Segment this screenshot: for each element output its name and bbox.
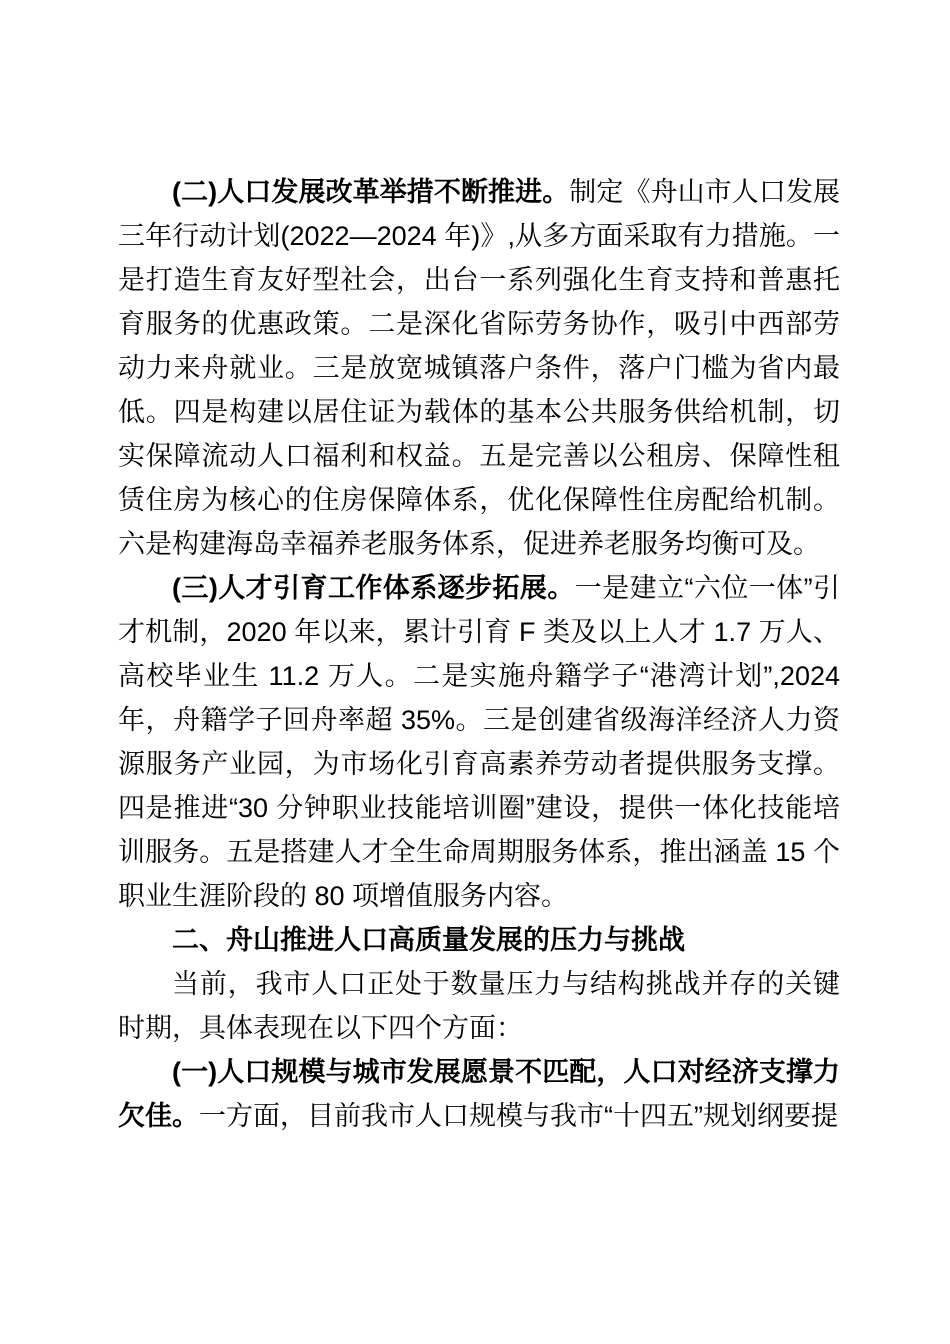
paragraph-lead: (三)人才引育工作体系逐步拓展。 bbox=[172, 573, 575, 603]
paragraph-text: 当前，我市人口正处于数量压力与结构挑战并存的关键时期，具体表现在以下四个方面： bbox=[118, 969, 840, 1043]
paragraph-text: 一方面，目前我市人口规模与我市“十四五”规划纲要提 bbox=[199, 1101, 838, 1131]
section-heading: 二、舟山推进人口高质量发展的压力与挑战 bbox=[172, 925, 685, 955]
paragraph-lead: (二)人口发展改革举措不断推进。 bbox=[172, 177, 570, 207]
paragraph bbox=[118, 566, 840, 918]
paragraph-text: 制定《舟山市人口发展三年行动计划(2022—2024 年)》,从多方面采取有力措施。一是打造生育友好型社会，出台一系列强化生育支持和普惠托育服务的优惠政策。二是深化省际劳务协作，吸引中西部劳动力来舟就业。三是放宽城镇落户条件，落户门槛为省内最低。四是构建以居住证为载体的基本公共服务供给机制，切实保障流动人口福利和权益。五是完善以公租房、保障性租赁住房为核心的住房保障体系，优化保障性住房配给机制。六是构建海岛幸福养老服务体系，促进养老服务均衡可及。 bbox=[118, 177, 841, 559]
paragraph bbox=[118, 170, 840, 566]
paragraph-text: 一是建立“六位一体”引才机制，2020 年以来，累计引育 F 类及以上人才 1.7 万人、高校毕业生 11.2 万人。二是实施舟籍学子“港湾计划”,2024 年，舟籍学子回舟率超 35%。三是创建省级海洋经济人力资源服务产业园，为市场化引育高素养劳动者提供服务支撑。四是推进“30 分钟职业技能培训圈”建设，提供一体化技能培训服务。五是搭建人才全生命周期服务体系，推出涵盖 15 个职业生涯阶段的 80 项增值服务内容。 bbox=[118, 573, 841, 911]
paragraph-lead: (一)人口规模与城市发展愿景不匹配，人口对经济支撑力欠佳。 bbox=[118, 1057, 840, 1131]
paragraph bbox=[118, 962, 840, 1050]
paragraph bbox=[118, 1050, 840, 1138]
document-body bbox=[118, 170, 840, 1138]
